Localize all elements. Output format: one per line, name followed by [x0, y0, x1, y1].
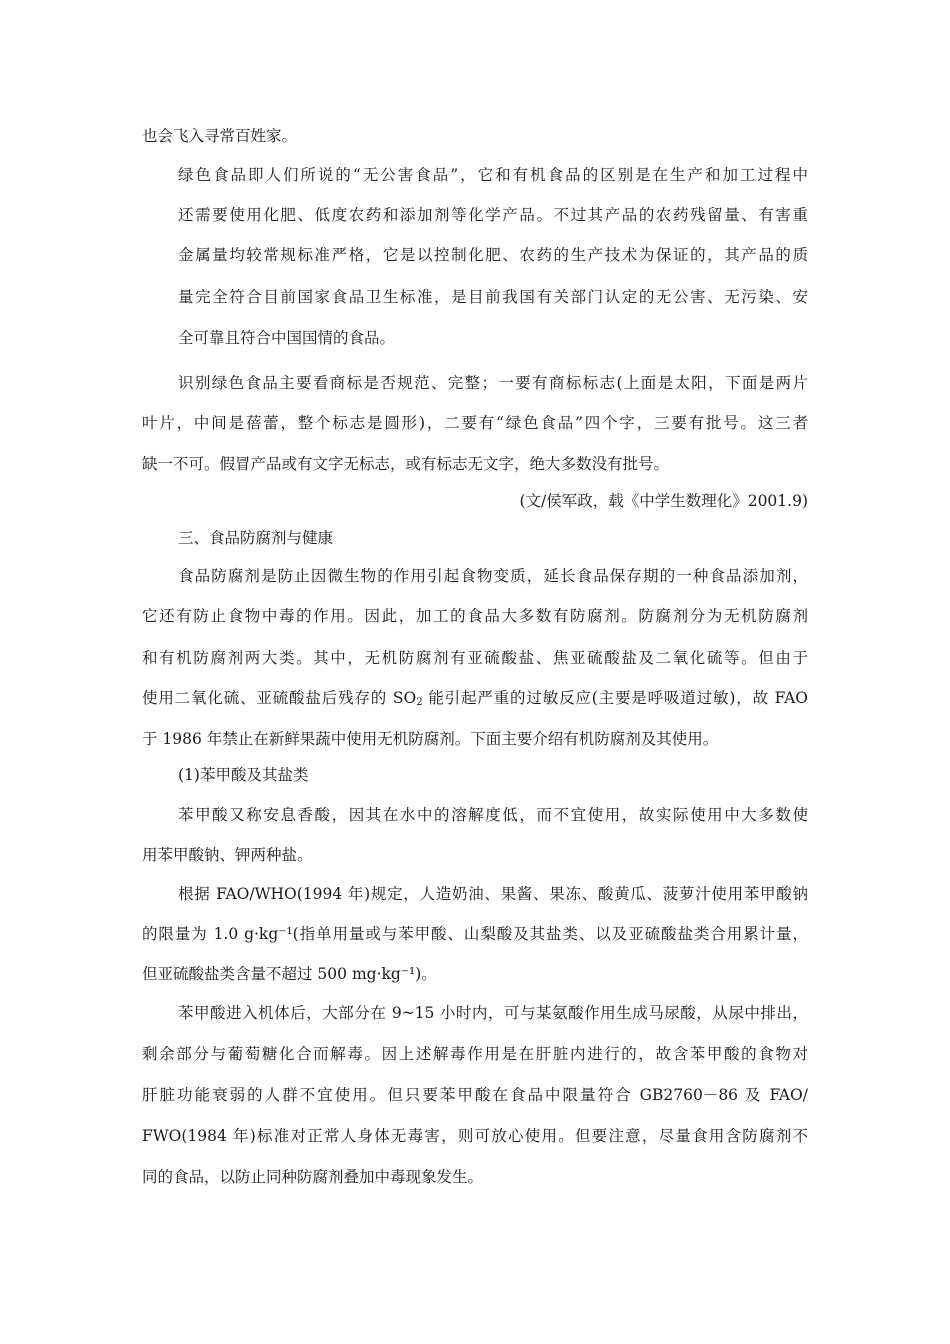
paragraph-fao-who-line-2: 的限量为 1.0 g·kg⁻¹(指单用量或与苯甲酸、山梨酸及其盐类、以及亚硫酸盐类合用累计量， — [142, 925, 808, 943]
paragraph-green-food-line-3: 金属量均较常规标准严格，它是以控制化肥、农药的生产技术为保证的，其产品的质 — [178, 246, 808, 264]
preservative-line-4-part-a: 使用二氧化硫、亚硫酸盐后残存的 SO — [142, 689, 417, 707]
paragraph-preservative-line-1: 食品防腐剂是防止因微生物的作用引起食物变质，延长食品保存期的一种食品添加剂， — [178, 567, 808, 585]
paragraph-preservative-line-5: 于 1986 年禁止在新鲜果蔬中使用无机防腐剂。下面主要介绍有机防腐剂及其使用。 — [142, 730, 719, 748]
paragraph-green-food-line-5: 全可靠且符合中国国情的食品。 — [178, 329, 396, 347]
preservative-line-4-part-b: 能引起严重的过敏反应(主要是呼吸道过敏)，故 FAO — [422, 689, 808, 707]
paragraph-preservative-line-3: 和有机防腐剂两大类。其中，无机防腐剂有亚硫酸盐、焦亚硫酸盐及二氧化硫等。但由于 — [142, 649, 808, 667]
citation: (文/侯军政，载《中学生数理化》2001.9) — [519, 492, 808, 510]
paragraph-preservative-line-2: 它还有防止食物中毒的作用。因此，加工的食品大多数有防腐剂。防腐剂分为无机防腐剂 — [142, 607, 808, 625]
paragraph-fao-who-line-1: 根据 FAO/WHO(1994 年)规定，人造奶油、果酱、果冻、酸黄瓜、菠萝汁使用苯甲酸钠 — [178, 885, 808, 903]
paragraph-identify-line-3: 缺一不可。假冒产品或有文字无标志，或有标志无文字，绝大多数没有批号。 — [142, 455, 670, 473]
paragraph-metabolism-line-5: 同的食品，以防止同种防腐剂叠加中毒现象发生。 — [142, 1168, 484, 1186]
paragraph-green-food-line-4: 量完全符合目前国家食品卫生标准，是目前我国有关部门认定的无公害、无污染、安 — [178, 288, 808, 306]
paragraph-green-food-line-1: 绿色食品即人们所说的“无公害食品”，它和有机食品的区别是在生产和加工过程中 — [178, 166, 808, 184]
paragraph-metabolism-line-4: FWO(1984 年)标准对正常人身体无毒害，则可放心使用。但要注意，尽量食用含防腐剂不 — [142, 1127, 808, 1145]
paragraph-benzoic-line-2: 用苯甲酸钠、钾两种盐。 — [142, 846, 313, 864]
paragraph-identify-line-1: 识别绿色食品主要看商标是否规范、完整；一要有商标标志(上面是太阳，下面是两片 — [178, 374, 808, 392]
paragraph-identify-line-2: 叶片，中间是蓓蕾，整个标志是圆形)，二要有“绿色食品”四个字，三要有批号。这三者 — [142, 414, 808, 432]
paragraph-benzoic-line-1: 苯甲酸又称安息香酸，因其在水中的溶解度低，而不宜使用，故实际使用中大多数使 — [178, 806, 808, 824]
so2-subscript: 2 — [416, 697, 423, 708]
paragraph-green-food-line-2: 还需要使用化肥、低度农药和添加剂等化学产品。不过其产品的农药残留量、有害重 — [178, 206, 808, 224]
subheading-benzoic-acid: (1)苯甲酸及其盐类 — [178, 766, 309, 784]
paragraph-fao-who-line-3: 但亚硫酸盐类含量不超过 500 mg·kg⁻¹)。 — [142, 965, 437, 983]
paragraph-metabolism-line-3: 肝脏功能衰弱的人群不宜使用。但只要苯甲酸在食品中限量符合 GB2760－86 及 FAO/ — [142, 1086, 808, 1104]
paragraph-preservative-line-4 — [142, 683, 808, 713]
paragraph-continuation-line: 也会飞入寻常百姓家。 — [142, 127, 298, 145]
paragraph-metabolism-line-2: 剩余部分与葡萄糖化合而解毒。因上述解毒作用是在肝脏内进行的，故含苯甲酸的食物对 — [142, 1045, 808, 1063]
section-heading: 三、食品防腐剂与健康 — [178, 529, 334, 547]
paragraph-metabolism-line-1: 苯甲酸进入机体后，大部分在 9~15 小时内，可与某氨酸作用生成马尿酸，从尿中排出， — [178, 1004, 808, 1022]
